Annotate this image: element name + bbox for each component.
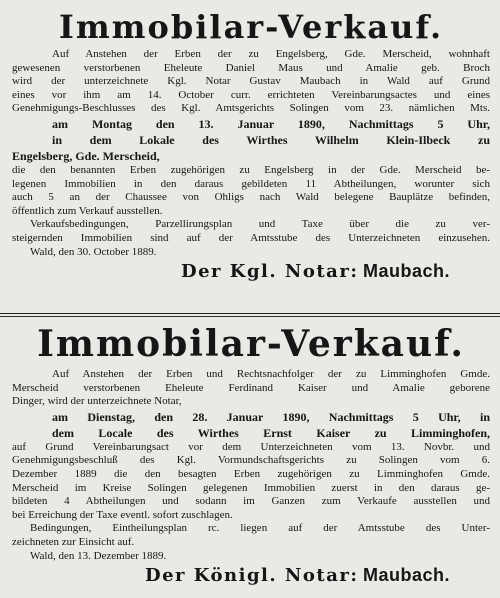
ad1-line: Auf Anstehen der Erben der zu Engelsberg, Gde. Merscheid, wohnhaft: [52, 48, 490, 60]
ad2-signature-title: Der Königl. Notar:: [144, 565, 359, 587]
ad2-signature: [12, 563, 490, 588]
ad2-line: bildeten 4 Abtheilungen und sodann im Ganzen zum Verkaufe ausstellen und: [12, 495, 490, 508]
ad2-line: Merscheid verstorbenen Eheleute Ferdinand Kaiser und Amalie geborene: [12, 381, 490, 394]
advertisement-1: [12, 0, 490, 284]
ad2-line: Genehmigungsbeschluß des Kgl. Vormundschaftsgerichts zu Solingen vom 6.: [12, 454, 490, 467]
ad1-line: die den benannten Erben zugehörigen zu Engelsberg in der Gde. Merscheid be-: [12, 163, 490, 176]
ad2-signature-name: Maubach.: [362, 565, 450, 586]
ad2-title: Immobilar-Verkauf.: [37, 323, 465, 365]
ad1-line: wird der unterzeichnete Kgl. Notar Gustav Maubach in Wald auf Grund: [12, 75, 490, 88]
ad2-bold-line: dem Locale des Wirthes Ernst Kaiser zu Limminghofen,: [52, 425, 490, 440]
ad1-line: Genehmigungs-Beschlusses des Kgl. Amtsgerichts Solingen vom 23. nämlichen Mts.: [12, 102, 490, 115]
ad2-line: Merscheid im Kreise Solingen gelegenen Immobilien zuerst in den daraus ge-: [12, 481, 490, 494]
ad2-line: Dezember 1889 die den besagten Erben zugehörigen zu Limminghofen Gmde.: [12, 467, 490, 480]
ad2-line: bei Erreichung der Taxe eventl. sofort zuschlagen.: [12, 508, 233, 521]
advertisement-2: [12, 317, 490, 588]
ad2-line: auf Grund Vereinbarungsact vor dem Unterzeichneten vom 13. Novbr. und: [12, 440, 490, 453]
ad1-line: auch 5 an der Chaussee von Ohligs nach Wald belegene Bauplätze befinden,: [12, 191, 490, 204]
ad1-line: öffentlich zum Verkauf ausstellen.: [12, 204, 163, 217]
ad2-line: zeichneten zur Einsicht auf.: [12, 535, 135, 548]
ad1-line: legenen Immobilien in den daraus gebildeten 11 Abtheilungen, worunter sich: [12, 177, 490, 190]
ad2-place-date: Wald, den 13. Dezember 1889.: [30, 549, 167, 562]
ad2-line: Bedingungen, Eintheilungsplan rc. liegen auf der Amtsstube des Unter-: [30, 522, 490, 535]
ad2-line: Auf Anstehen der Erben und Rechtsnachfolger der zu Limminghofen Gmde.: [52, 368, 490, 380]
ad1-signature: [12, 259, 490, 284]
ad2-bold-line: am Dienstag, den 28. Januar 1890, Nachmittags 5 Uhr, in: [52, 409, 490, 424]
separator-rule: [0, 313, 500, 314]
ad1-body: [12, 48, 490, 259]
ad1-bold-line: Engelsberg, Gde. Merscheid,: [12, 148, 160, 163]
ad1-signature-name: Maubach.: [362, 261, 450, 282]
ad1-line: eines vor ihm am 14. October curr. errichteten Vereinbarungsactes und eines: [12, 88, 490, 101]
ad1-place-date: Wald, den 30. October 1889.: [30, 245, 157, 258]
ad1-line: Verkaufsbedingungen, Parzellirungsplan und Taxe über die zu ver-: [30, 218, 490, 231]
ad2-body: [12, 368, 490, 563]
ad2-line: Dinger, wird der unterzeichnete Notar,: [12, 395, 182, 408]
ad1-bold-line: in dem Lokale des Wirthes Wilhelm Klein-Ilbeck zu: [52, 132, 490, 147]
ad1-signature-title: Der Kgl. Notar:: [181, 261, 359, 283]
ad1-bold-line: am Montag den 13. Januar 1890, Nachmittags 5 Uhr,: [52, 116, 490, 131]
ad1-title: Immobilar-Verkauf.: [58, 8, 444, 46]
ad1-line: gewesenen verstorbenen Eheleute Daniel Maus und Amalie geb. Broch: [12, 61, 490, 74]
ad1-line: steigernden Immobilien sind auf der Amtsstube des Unterzeichneten einzusehen.: [12, 231, 490, 244]
